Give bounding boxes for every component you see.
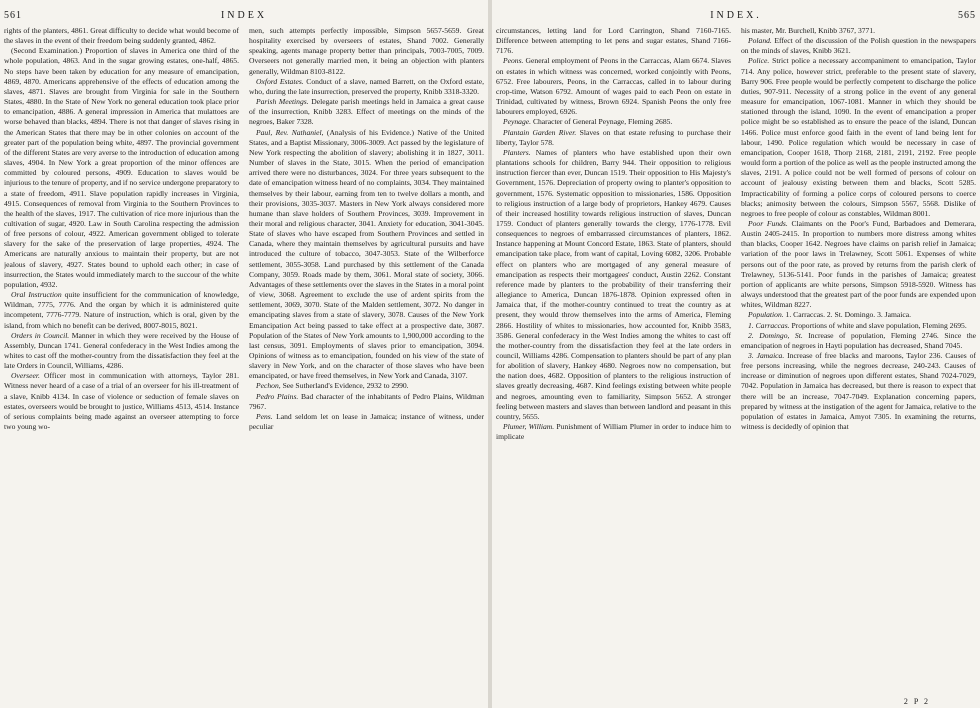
left-page [0,0,488,708]
index-entry [249,77,484,97]
running-head [4,10,484,24]
entry-heading: Pedro Plains. [256,391,299,401]
running-head [496,10,976,24]
index-entry [741,36,976,56]
entry-text: rights of the planters, 4861. Great difficulty to decide what would become of the slaves in the event of their freedom being suddenly granted, 4862. [4,26,239,46]
index-entry [741,56,976,219]
entry-text: Bad character of the inhabitants of Pedro Plains, Wildman 7967. [249,391,484,411]
index-entry [4,46,239,290]
entry-heading: Overseer. [11,371,40,381]
entry-text: Effect of the discussion of the Polish question in the newspapers on the minds of slaves, Knibb 3621. [741,36,976,56]
column [249,26,484,702]
entry-text: Strict police a necessary accompaniment to emancipation, Taylor 714. Any police, however strict, preferable to the present state of slavery, Barry 906. Free people would be perfectly competent to discharge the police duties, 907-911. Necessity of a strong police in the event of any general measure for emancipation, 1067-1081. Manner in which they should be stationed through the island, 1090. In the event of emancipation a proper police might be so established as to ensure the peace of the island, Duncan 1466. Police must enforce good faith in the event of land being lent for labour, 1490. Police regulation which would be necessary in case of emancipation, Cooper 1618, Thorp 2168, 2181, 2191, 2192. Free people would form a portion of the police as well as the people instructed among the slaves, 2191. A police could not be well formed of persons of colour on account of jealousy existing between them and blacks, Scott 5285. Impracticability of forming a police corps of coloured persons to coerce blacks; animosity between the colours, Simpson 5567, 5568. Dislike of negroes to free people of colour as constables, Wildman 8001. [741,56,976,218]
entry-text: See Sutherland's Evidence, 2932 to 2990. [280,381,409,391]
column [496,26,731,702]
column [4,26,239,702]
index-entry [496,26,731,56]
entry-text: Delegate parish meetings held in Jamaica a great cause of the insurrection, Knibb 3283. Effect of meetings on the minds of the negroes, Baker 7328. [249,97,484,127]
index-entry [741,351,976,432]
entry-heading: Pens. [256,411,273,421]
entry-text: his master, Mr. Burchell, Knibb 3767, 3771. [741,26,876,35]
entry-heading: Poor Funds. [748,218,788,228]
entry-text: Names of planters who have established upon their own plantations schools for children, Barry 944. Their opposition to religious instruction fiercer than ever, Duncan 1519. Their opposition to His Majesty's Government, 1576. Depreciation of property owing to planter's opposition to government, 1576. Systematic opposition to missionaries, 1586. Opposition to religious instruction of a large body of proprietors, Hankey 4679. Causes of their increased hostility towards religious instruction of slaves, Duncan 1759. Conduct of planters generally towards the clergy, 1776-1778. Evil consequences to negroes of embarrassed circumstances of planters, 1862. Instance happening at Mount Concord Estate, 1863. State of planters, should emancipation take place, from want of capital, Loving 6082, 3206. Probable effect on planters who are mortgaged of any general measure of emancipation as respects their mortgagees' conduct, Austin 2262. Constant reference made by planters to the probability of their transferring their allegiance to America, Duncan 1876-1878. Opinion expressed often in Jamaica that, if the mother-country continued to treat the country as at present, they would throw themselves into the arms of America, Fleming 2866. Hostility of whites to missionaries, how accounted for, Knibb 3583, 3586. General confederacy in the West Indies among the whites to cast off the mother-country from the dissatisfaction they feel at the late orders in council, Williams 4286. Compensation to planters should be part of any plan for abolition of slavery, Hankey 4680. Negroes now no compensation, but the nation does, 4682. Opposition of planters to the religious instruction of slaves greatly decreasing, 4687. Kind feelings existing between white people and negroes, amounting even to familiarity, Simpson 5652. A stronger feeling between masters and slaves than between landlord and peasant in this country, 5655. [496,147,731,421]
entry-text: (Second Examination.) Proportion of slaves in America one third of the whole population, 4863. And in the sugar growing estates, one-half, 4865. No steps have been taken by education for any measure of emancipation, 4869, 4870. Americans apprehensive of the effects of education among the slaves, 4871. Slaves are brought from Virginia for sale in the Southern States, 4880. In the State of New York no general education took place prior to emancipation, 4886. A general impression in America that mulattoes are worse behaved than blacks, 4894. There is not that danger of slaves rising in the American States that there may be in other colonies on account of the greater part of the population being white, 4897. The provincial government of the different States are very averse to the introduction of education among slaves, 4904. In New York a great proportion of the minor offences are committed by coloured persons, 4909. Education to slaves would be injurious to the tenure of property, and if no service undergone preparatory to a state of freedom, 4911. Slave population rapidly increases in Virginia, 4915. Consequences of removal from Virginia to the Southern Provinces to the health of the slaves, 1917. The cultivation of rice more injurious than the cultivation of sugar, 4920. Law in South Carolina respecting the admission of free persons of colour, 4922. American government obliged to tolerate slavery for the sake of the preservation of large properties, 4924. The Americans are naturally anxious to maintain their property, but are not jealous of slavery, 4927. States bound to uphold each other; in case of insurrection, the States would immediately march to the succour of the white population, 4932. [4,46,239,289]
entry-text: Proportions of white and slave population, Fleming 2695. [789,320,967,330]
entry-text: (Analysis of his Evidence.) Native of the United States, and a Baptist Missionary, 3006-3009. Act passed by the legislature of New York respecting the abolition of slavery; abolishing it in 1827, 3011. Number of slaves in the State, 3015. When the period of emancipation arrived there were no disturbances, 3024. For three years subsequent to the date of emancipation witness heard of no complaints, 3034. They maintained themselves by their labour, earning from ten to twelve dollars a month, and their provisions, 3035-3037. Masters in New York always considered more humane than slave holders of Southern Provinces, 3039. Improvement in their moral and religious character, 3041. Anxiety for education, 3041-3045. State of slaves who have escaped from Southern Provinces and settled in Canada, where they maintain themselves by agricultural pursuits and have introduced the culture of tobacco, 3047-3053. State of the Wilberforce settlement, 3055-3058. Land purchased by this settlement of the Canada Company, 3059. Roads made by them, 3061. Moral state of society, 3066. Advantages of these settlements over the slaves in the States in a moral point of view, 3068. Agreement to exclude the use of ardent spirits from the settlement, 3069, 3070. State of the Malden settlement, 3072. No danger in emancipating slaves from a state of slavery, 3078. Causes of the New York Emancipation Act being passed to take effect at a prospective date, 3087. Population of the States of New York amounts to 1,900,000 according to the last census, 3091. Employments of slaves prior to emancipation, 3094. Opinions of witness as to emancipation, founded on his view of the state of slavery in New York, and on the character of those slaves who have been emancipated, or have freed themselves, in New York and Canada, 3107. [249,127,484,381]
entry-text: Slaves on that estate refusing to purchase their liberty, Taylor 578. [496,127,731,147]
entry-heading: Peons. [503,56,524,66]
entry-text: Character of General Peynage, Fleming 2685. [531,117,673,127]
entry-heading: Planters. [503,147,531,157]
entry-text: quite insufficient for the communication of knowledge, Wildman, 7775, 7776. And the organ by which it is administered quite incompetent, 7776-7779. Nature of instruction, which is oral, given by the island, from which no benefit can be derived, 8007-8015, 8021. [4,290,239,330]
entry-heading: Poland. [748,36,772,46]
index-entry [249,26,484,77]
index-entry [4,26,239,46]
index-entry [249,381,484,391]
text-columns [496,26,976,702]
entry-text: Land seldom let on lease in Jamaica; instance of witness, under peculiar [249,411,484,432]
entry-heading: 1. Carraccas. [748,320,790,330]
page-number: 565 [958,10,976,21]
entry-text: Officer most in communication with attorneys, Taylor 281. Witness never heard of a case of a trial of an overseer for his ill-treatment of a slave, Knibb 4134. In case of violence or seduction of female slaves on estates, overseers would be brought to justice, Williams 4513, 4514. Instance of serious complaints being made against an overseer attempting to force two young wo- [4,371,239,432]
index-entry [496,148,731,422]
entry-text: circumstances, letting land for Lord Carrington, Shand 7160-7165. Difference between attempting to let pens and sugar estates, Shand 7166-7176. [496,26,731,56]
entry-heading: Parish Meetings. [256,97,309,107]
right-page [492,0,980,708]
index-entry [496,117,731,127]
entry-heading: 3. Jamaica. [748,351,785,360]
column [741,26,976,702]
text-columns [4,26,484,702]
entry-text: Manner in which they were received by the House of Assembly, Duncan 1741. General confederacy in the West Indies among the whites to cast off the mother-country from the dissatisfaction they feel at the late Orders in Council, Williams, 4286. [4,330,239,371]
entry-heading: Population. [748,310,784,320]
page-number: 561 [4,10,22,21]
index-entry [249,97,484,127]
index-entry [741,310,976,320]
index-entry [741,331,976,351]
entry-heading: Peynage. [503,117,532,127]
index-entry [741,219,976,310]
index-entry [496,56,731,117]
index-entry [741,26,976,36]
entry-heading: Police. [748,56,770,66]
index-entry [496,422,731,442]
entry-heading: Oxford Estates. [256,76,304,86]
index-entry [249,392,484,412]
entry-heading: Plumer, William. [503,422,555,432]
entry-text: Increase of free blacks and maroons, Taylor 236. Causes of free persons increasing, while the negroes decrease, 240-243. Causes of increase or diminution of negroes upon different estates, Shand 7024-7029, 7042. Population in Jamaica has decreased, but there is reason to expect that there will be an increase, 7047-7049. Explanation concerning papers, prepared by witness at the instigation of the agent for Jamaica, relative to the population of estates in Jamaica, Amyot 7305. In examining the returns, witness is decidedly of opinion that [741,351,976,432]
entry-heading: Paul, Rev. Nathaniel, [256,127,324,137]
index-entry [4,371,239,432]
signature-mark: 2 P 2 [903,697,930,706]
entry-text: General employment of Peons in the Carraccas, Alam 6674. Slaves on estates in which witness was concerned, worked conjointly with Peons, 6752. Free labourers, Peons, in the Carraccas, called in to labour during crop-time, Watson 6792. Amount of wages paid to each Peon on estate in Trinidad, cultivated by witness, Brown 6924. Spanish Peons the only free labourers employed, 6926. [496,56,731,117]
entry-heading: 2. Domingo, St. [748,330,803,340]
index-entry [4,331,239,372]
entry-heading: Oral Instruction [11,290,62,300]
entry-text: Increase of population, Fleming 2746. Since the emancipation of negroes in Hayti population has decreased, Shand 7045. [741,330,976,350]
entry-heading: Orders in Council. [11,330,70,340]
index-entry [249,412,484,432]
entry-text: Conduct of a slave, named Barrett, on the Oxford estate, who, during the late insurrection, preserved the property, Knibb 3318-3320. [249,76,484,96]
entry-heading: Plantain Garden River. [503,127,577,137]
entry-text: Punishment of William Plumer in order to induce him to implicate [496,422,731,442]
page-title: INDEX. [710,10,762,21]
entry-heading: Pechon, [256,381,281,391]
entry-text: Claimants on the Poor's Fund, Barbadoes and Demerara, Austin 2405-2415. In proportion to numbers more distress among whites than blacks, Cooper 1642. Negroes have claims on parish relief in Jamaica; variation of the poor laws in Trelawney, Scott 5061. Expenses of white persons out of the poor rate, as proved by returns from the parish clerk of Trelawney, 5136-5141. Poor funds in the parishes of Jamaica; greatest portion of applicants are white persons, Simpson 5918-5920. Witness has always understood that the greatest part of the poor funds are expended upon whites, Wildman 8227. [741,218,976,310]
page-title: INDEX [220,10,268,21]
index-entry [741,321,976,331]
entry-text: 1. Carraccas. 2. St. Domingo. 3. Jamaica. [783,310,912,320]
index-entry [496,128,731,148]
index-entry [249,128,484,382]
entry-text: men, such attempts perfectly impossible, Simpson 5657-5659. Great hospitality exercised by overseers of estates, Shand 7002. Generally speaking, agents manage property better than principals, 7003-7005, 7009. Overseers not generally married men, it being an objection with planters generally, Wildman 8103-8122. [249,26,484,76]
index-entry [4,290,239,331]
